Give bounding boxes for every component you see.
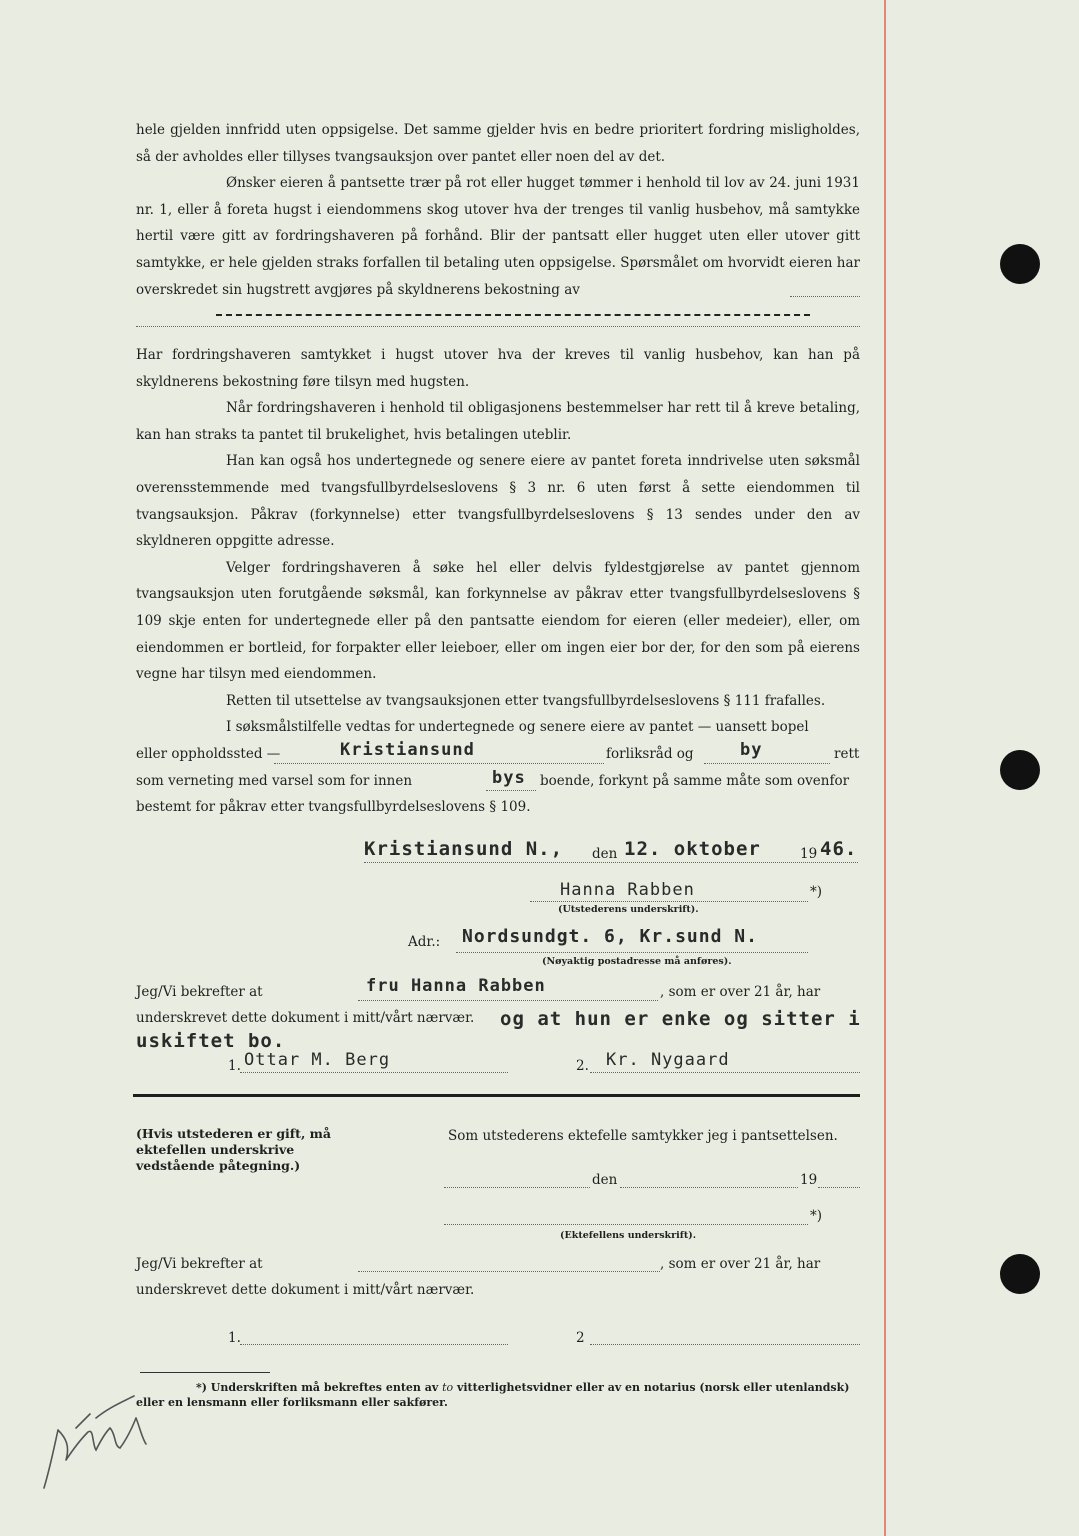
venue-mid: forliksråd og [606,746,694,762]
blank-line [364,862,858,863]
date-typed: 12. oktober [624,838,761,860]
signature-line [444,1224,808,1225]
witness-2-num: 2. [576,1058,589,1074]
paragraph: Når fordringshaveren i henhold til obligasjonens bestemmelser har rett til å kreve betaling, kan han straks ta pantet til brukelighet, hvis betalingen uteblir. [136,400,860,443]
spouse-consent: Som utstederens ektefelle samtykker jeg i pantsettelsen. [448,1128,838,1144]
venue-inside: bys [492,768,526,788]
blank-line [358,1000,658,1001]
footnote [136,1380,860,1410]
blank-line [704,763,830,764]
blank-line [790,296,860,297]
paragraph: Retten til utsettelse av tvangsauksjonen etter tvangsfullbyrdelseslovens § 111 frafalles. [226,692,826,709]
signature-line [530,901,808,902]
blank-line [590,1072,860,1073]
clause-block-2 [136,342,860,741]
blank-line [136,326,860,327]
blank-line [620,1187,798,1188]
spouse-witness-1-num: 1. [228,1330,241,1346]
footnote-rule [140,1372,270,1373]
spouse-note: (Hvis utstederen er gift, må ektefellen underskrive vedstående påtegning.) [136,1126,331,1173]
witness-prefix: Jeg/Vi bekrefter at [136,984,263,1000]
blank-line [818,1187,860,1188]
spouse-year: 19 [800,1172,818,1188]
year-prefix: 19 [800,846,818,862]
venue-line2-suffix: boende, forkynt på samme måte som ovenfor [540,773,850,789]
paragraph: Velger fordringshaveren å søke hel eller delvis fyldestgjørelse av pantet gjennom tvangsauksjon uten forutgående søksmål, kan forkynnelse av påkrav etter tvangsfullbyrdelseslovens § 109 skje enten for undertegnede eller på den pantsatte eiendom for eieren (eller medeier), eller, om eiendommen er bortleid, for forpakter eller leieboer, eller om ingen eier bor der, for den som på eierens vegne har tilsyn med eiendommen. [136,559,860,683]
paragraph: Har fordringshaveren samtykket i hugst utover hva der kreves til vanlig husbehov, kan han på skyldnerens bekostning føre tilsyn med hugsten. [136,347,860,390]
address-caption: (Nøyaktig postadresse må anføres). [542,956,732,967]
punch-hole [1000,244,1040,284]
spouse-confirm-prefix: Jeg/Vi bekrefter at [136,1256,263,1272]
place-typed: Kristiansund N., [364,838,564,860]
punch-hole [1000,1254,1040,1294]
spouse-mark: *) [810,1208,823,1224]
venue-court-type: by [740,740,763,760]
spouse-confirm-line2: underskrevet dette dokument i mitt/vårt nærvær. [136,1282,475,1298]
punch-hole [1000,750,1040,790]
spouse-caption: (Ektefellens underskrift). [560,1230,697,1241]
typed-dash-line [216,314,810,316]
section-divider [133,1094,860,1097]
witness-1-name: Ottar M. Berg [244,1050,391,1070]
venue-line2-prefix: som verneting med varsel som for innen [136,773,413,789]
witness-line2: underskrevet dette dokument i mitt/vårt nærvær. [136,1010,475,1026]
year-typed: 46. [820,838,858,860]
footnote-text-c: vitterlighetsvidner eller av en notarius (norsk eller utenlandsk) eller en lensmann eller forliksmann eller sakfører. [136,1381,850,1409]
venue-prefix: eller oppholdssted — [136,746,281,762]
address-label: Adr.: [408,934,441,950]
witness-1-num: 1. [228,1058,241,1074]
spouse-witness-2-num: 2 [576,1330,585,1346]
margin-rule [884,0,886,1536]
blank-line [486,790,536,791]
date-den: den [592,846,618,862]
venue-city: Kristiansund [340,740,475,760]
venue-line3: bestemt for påkrav etter tvangsfullbyrdelseslovens § 109. [136,799,531,815]
typed-addition-2: uskiftet bo. [136,1030,286,1052]
witness-name: fru Hanna Rabben [366,976,546,996]
spouse-confirm-suffix: , som er over 21 år, har [660,1256,821,1272]
footnote-text-a: *) Underskriften må bekreftes enten av [196,1381,439,1394]
paragraph: hele gjelden innfridd uten oppsigelse. Det samme gjelder hvis en bedre prioritert fordring misligholdes, så der avholdes eller tillyses tvangsauksjon over pantet eller noen del av det. [136,122,860,165]
address-value: Nordsundgt. 6, Kr.sund N. [462,926,758,947]
issuer-mark: *) [810,884,823,900]
footnote-text-b: to [442,1381,454,1394]
blank-line [240,1344,508,1345]
paragraph: Han kan også hos undertegnede og senere eiere av pantet foreta inndrivelse uten søksmål overensstemmende med tvangsfullbyrdelseslovens § 3 nr. 6 uten først å sette eiendommen til tvangsauksjon. Påkrav (forkynnelse) etter tvangsfullbyrdelseslovens § 13 sendes under den av skyldneren oppgitte adresse. [136,453,860,550]
issuer-signature: Hanna Rabben [560,880,695,900]
venue-suffix: rett [834,746,860,762]
witness-suffix: , som er over 21 år, har [660,984,821,1000]
blank-line [240,1072,508,1073]
paragraph: I søksmålstilfelle vedtas for undertegnede og senere eiere av pantet — uansett bopel [226,719,809,736]
issuer-caption: (Utstederens underskrift). [558,904,699,915]
blank-line [590,1344,860,1345]
typed-addition-1: og at hun er enke og sitter i [500,1008,861,1030]
blank-line [444,1187,590,1188]
blank-line [358,1271,660,1272]
margin-signature [36,1388,166,1498]
paragraph: Ønsker eieren å pantsette trær på rot eller hugget tømmer i henhold til lov av 24. juni 1931 nr. 1, eller å foreta hugst i eiendommens skog utover hva der trenges til vanlig husbehov, må samtykke hertil være gitt av fordringshaveren på forhånd. Blir der pantsatt eller hugget uten eller utover gitt samtykke, er hele gjelden straks forfallen til betaling uten oppsigelse. Spørsmålet om hvorvidt eieren har overskredet sin hugstrett avgjøres på skyldnerens bekostning av [136,175,860,298]
spouse-den: den [592,1172,618,1188]
blank-line [274,763,604,764]
witness-2-name: Kr. Nygaard [606,1050,730,1070]
address-line [456,952,808,953]
clause-block-1 [136,117,860,303]
